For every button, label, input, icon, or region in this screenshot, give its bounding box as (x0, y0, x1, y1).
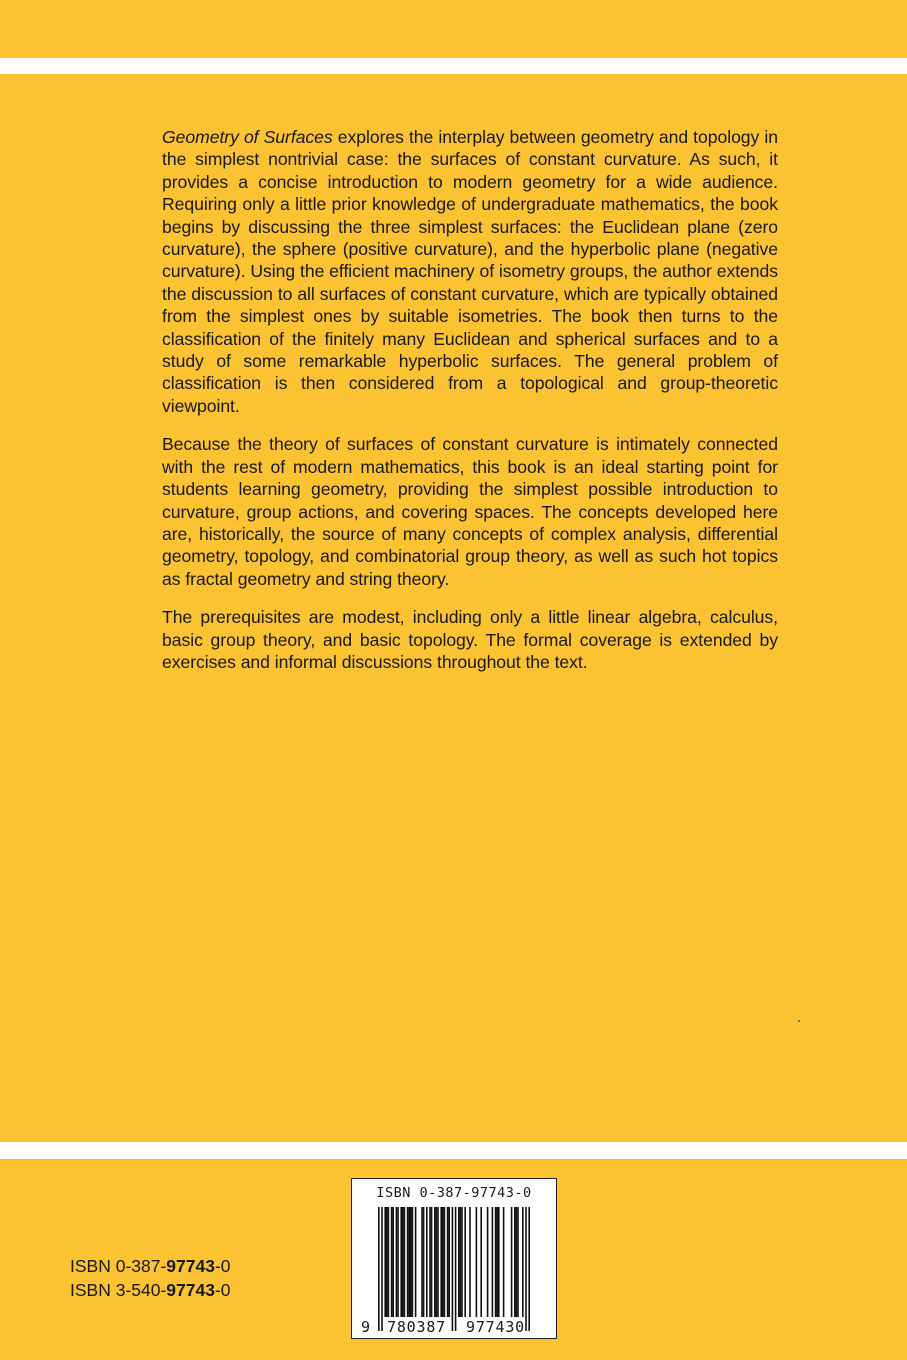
barcode-bar (448, 1207, 450, 1317)
isbn-1-suffix: -0 (214, 1256, 231, 1276)
barcode-bar (407, 1207, 409, 1317)
barcode-bar (400, 1207, 402, 1317)
barcode-bar (442, 1207, 444, 1317)
barcode-bar (469, 1207, 471, 1317)
barcode-bar (461, 1207, 463, 1317)
isbn-2-bold: 97743 (166, 1280, 215, 1300)
book-title-italic: Geometry of Surfaces (162, 127, 333, 147)
barcode-bar (514, 1207, 516, 1317)
barcode-bar (429, 1207, 431, 1317)
barcode-bar (384, 1207, 386, 1317)
barcode-bar (447, 1207, 449, 1317)
barcode-bar (487, 1207, 489, 1317)
blurb-paragraph-2: Because the theory of surfaces of constant curvature is intimately connected with the rest of modern mathematics, this book is an ideal starting point for students learning geometry, providing the simplest possible introduction to curvature, group actions, and covering spaces. The concepts developed here are, historically, the source of many concepts of complex analysis, differential geometry, topology, and combinatorial group theory, as well as such hot topics as fractal geometry and string theory. (162, 434, 778, 589)
isbn-2-suffix: -0 (214, 1280, 231, 1300)
barcode-bar (415, 1207, 417, 1317)
barcode-bar (404, 1207, 406, 1317)
barcode-bar (496, 1207, 498, 1317)
barcode-bar (517, 1207, 519, 1317)
barcode-bar (516, 1207, 518, 1317)
top-white-stripe (0, 58, 907, 74)
barcode-bar (421, 1207, 423, 1317)
barcode-bar (396, 1207, 398, 1317)
barcode-bar (437, 1207, 439, 1317)
barcode-bar (498, 1207, 500, 1317)
bottom-white-stripe (0, 1142, 907, 1159)
back-cover-blurb (162, 126, 778, 689)
barcode-bar (476, 1207, 478, 1317)
barcode-first-digit: 9 (361, 1318, 371, 1336)
barcode-bar (495, 1207, 497, 1317)
blurb-paragraph-1-text: explores the interplay between geometry and topology in the simplest nontrivial case: the surfaces of constant curvature. As such, it provides a concise introduction to modern geometry for a wide audience. Requiring only a little prior knowledge of undergraduate mathematics, the book begins by discussing the three simplest surfaces: the Euclidean plane (zero curvature), the sphere (positive curvature), and the hyperbolic plane (negative curvature). Using the efficient machinery of isometry groups, the author extends the discussion to all surfaces of constant curvature, which are typically obtained from the simplest ones by suitable isometries. The book then turns to the classification of the finitely many Euclidean and spherical surfaces and to a study of some remarkable hyperbolic surfaces. The general problem of classification is then considered from a topological and group-theoretic viewpoint. (162, 127, 778, 416)
barcode-bar (464, 1207, 466, 1317)
barcode-bar (431, 1207, 433, 1317)
barcode-bar (423, 1207, 425, 1317)
barcode-bar (528, 1207, 530, 1331)
barcode-bar (444, 1207, 446, 1317)
barcode-bar (436, 1207, 438, 1317)
barcode-box (351, 1178, 557, 1339)
isbn-numbers (70, 1254, 231, 1302)
blurb-paragraph-1 (162, 126, 778, 417)
barcode-bar (392, 1207, 394, 1317)
barcode-bar (525, 1207, 527, 1331)
blurb-paragraph-3: The prerequisites are modest, including only a little linear algebra, calculus, basic group theory, and basic topology. The formal coverage is extended by exercises and informal discussions throughout the text. (162, 607, 778, 672)
barcode-left-digits: 780387 (387, 1318, 446, 1336)
print-speck (798, 1020, 800, 1022)
isbn-2-prefix: ISBN 3-540- (70, 1280, 167, 1300)
barcode-bar (492, 1207, 494, 1317)
barcode-bar (391, 1207, 393, 1317)
barcode-bar (503, 1207, 505, 1317)
barcode-isbn-label: ISBN 0-387-97743-0 (376, 1185, 532, 1201)
isbn-1-prefix: ISBN 0-387- (70, 1256, 167, 1276)
barcode-bar (455, 1207, 457, 1331)
isbn-1-bold: 97743 (166, 1256, 215, 1276)
top-margin (0, 0, 907, 58)
barcode-bar (452, 1207, 454, 1331)
isbn-line-1 (70, 1254, 231, 1278)
barcode-bar (397, 1207, 399, 1317)
barcode-bar (378, 1207, 380, 1331)
barcode-bar (511, 1207, 513, 1317)
barcode-bar (410, 1207, 412, 1317)
barcode-bar (412, 1207, 414, 1317)
barcode-bar (386, 1207, 388, 1317)
barcode-bar (434, 1207, 436, 1317)
barcode-bar (460, 1207, 462, 1317)
barcode-bar (381, 1207, 383, 1331)
barcode-bar (522, 1207, 524, 1317)
barcode-bar (408, 1207, 410, 1317)
barcode-right-digits: 977430 (466, 1318, 525, 1336)
barcode-bar (440, 1207, 442, 1317)
barcode-bar (426, 1207, 428, 1317)
barcode-bar (458, 1207, 460, 1317)
barcode-bar (402, 1207, 404, 1317)
barcode-bar (388, 1207, 390, 1317)
isbn-line-2 (70, 1278, 231, 1302)
barcode-bar (480, 1207, 482, 1317)
barcode-icon (378, 1207, 532, 1331)
